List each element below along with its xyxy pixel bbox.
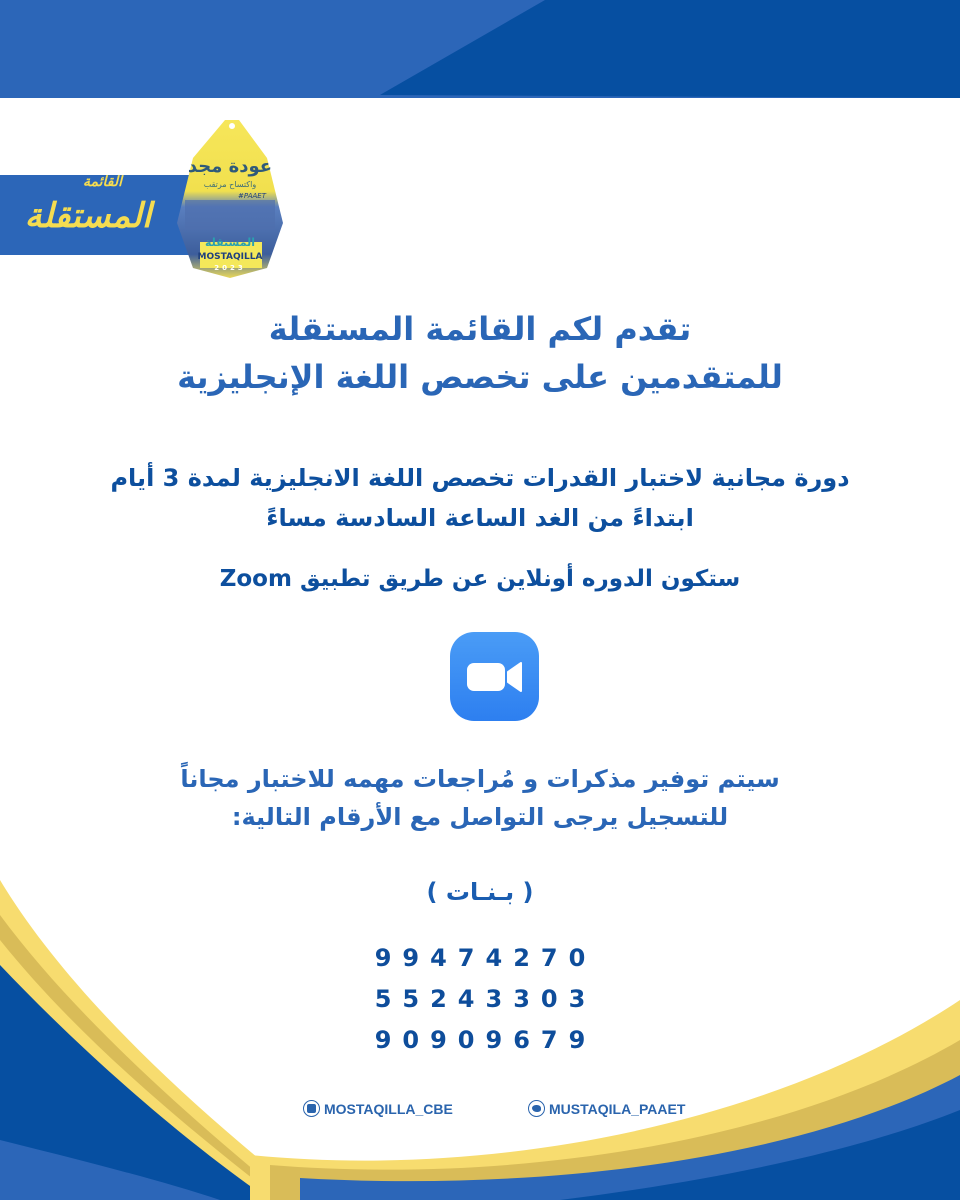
instagram-link[interactable] [303, 1100, 453, 1117]
course-info-line-1: دورة مجانية لاختبار القدرات تخصص اللغة الانجليزية لمدة 3 أيام [110, 464, 850, 492]
twitter-handle: MUSTAQILA_PAAET [549, 1100, 686, 1117]
bottom-wave-decoration [0, 860, 960, 1200]
materials-note [0, 760, 960, 836]
group-label: ( بـنـات ) [426, 878, 534, 906]
brand-logo-small: القائمة [83, 174, 122, 190]
page-title [0, 305, 960, 401]
title-line-1: تقدم لكم القائمة المستقلة [268, 310, 692, 348]
materials-note-line-1: سيتم توفير مذكرات و مُراجعات مهمه للاختبار مجاناً [180, 765, 780, 793]
badge-name: MOSTAQILLA [197, 252, 263, 262]
instagram-icon [303, 1100, 320, 1117]
top-header-band [0, 0, 960, 98]
badge-year: 2023 [214, 264, 246, 272]
brand-logo-main: المستقلة [24, 196, 152, 236]
phone-number[interactable]: 90909679 [374, 1026, 597, 1054]
social-links [0, 1100, 960, 1124]
campaign-badge [175, 118, 285, 278]
course-info [0, 458, 960, 538]
online-note-text: ستكون الدوره أونلاين عن طريق تطبيق [299, 566, 741, 592]
title-line-2: للمتقدمين على تخصص اللغة الإنجليزية [177, 358, 783, 396]
badge-slogan: عودة مجد [187, 156, 273, 177]
badge-hashtag: #PAAET [237, 192, 266, 200]
online-note-app: Zoom [219, 566, 292, 592]
brand-logo-text [8, 174, 168, 246]
twitter-link[interactable] [528, 1100, 685, 1117]
badge-logo: المستقلة [204, 236, 256, 249]
materials-note-line-2: للتسجيل يرجى التواصل مع الأرقام التالية: [231, 803, 729, 831]
badge-subslogan: واكتساح مرتقب [203, 180, 257, 189]
online-note [0, 566, 960, 592]
instagram-handle: MOSTAQILLA_CBE [324, 1100, 453, 1117]
twitter-icon [528, 1100, 545, 1117]
phone-number[interactable]: 55243303 [374, 985, 597, 1013]
zoom-video-camera-icon [450, 632, 539, 721]
course-info-line-2: ابتداءً من الغد الساعة السادسة مساءً [266, 504, 694, 532]
phone-number[interactable]: 99474270 [374, 944, 597, 972]
